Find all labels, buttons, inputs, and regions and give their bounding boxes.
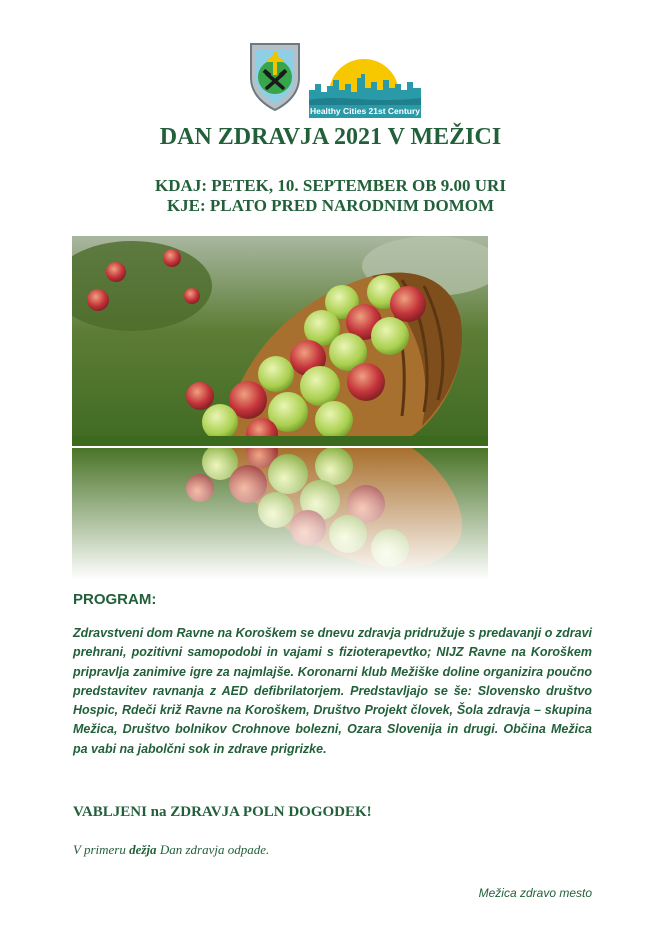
apple-basket-photo [72,236,488,446]
program-text: Zdravstveni dom Ravne na Koroškem se dnevu zdravja pridružuje s predavanji o zdravi prehrani, pozitivni samopodobi in vajami s fizioterapevtko; NIJZ Ravne na Koroškem pripravlja zanimive igre za najmlajše. Koronarni klub Mežiške doline organizira poučno predstavitev ravnanja z AED defibrilatorjem. Predstavljajo se še: Slovensko društvo Hospic, Rdeči križ Ravne na Koroškem, Društvo Projekt človek, Šola zdravja – skupina Mežica, Društvo bolnikov Crohnove bolezni, Ozara Slovenija in drugi. Občina Mežica pa vabi na jabolčni sok in zdrave prigrizke. [73,626,592,756]
healthy-cities-caption: Healthy Cities 21st Century [309,106,421,116]
municipal-crest-icon [247,40,303,112]
header-logos [247,40,427,122]
apple-basket-reflection [72,448,488,580]
event-when: KDAJ: PETEK, 10. SEPTEMBER OB 9.00 URI [155,176,506,195]
signature: Mežica zdravo mesto [478,886,592,900]
sun-skyline-icon [309,50,421,106]
program-heading: PROGRAM: [73,591,157,608]
invite-text: VABLJENI na ZDRAVJA POLN DOGODEK! [73,804,372,820]
rain-note-bold: dežja [129,842,157,857]
rain-note [73,842,269,858]
healthy-cities-logo [309,50,421,118]
event-where: KJE: PLATO PRED NARODNIM DOMOM [166,196,495,215]
event-title: DAN ZDRAVJA 2021 V MEŽICI [159,124,502,150]
rain-note-suffix: Dan zdravja odpade. [156,842,270,857]
rain-note-prefix: V primeru [73,842,130,857]
